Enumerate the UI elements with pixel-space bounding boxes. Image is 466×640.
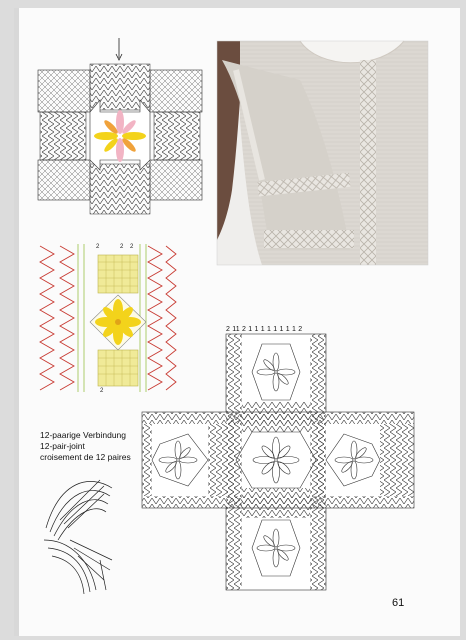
strip-label-4: 2 [100, 388, 104, 394]
linen-blouse-photo [217, 41, 428, 265]
joint-caption [40, 430, 131, 463]
caption-english: 12-pair-joint [40, 441, 85, 451]
strip-label-1: 2 [96, 244, 100, 250]
page-number: 61 [392, 597, 405, 609]
strip-label-2: 2 [120, 244, 124, 250]
caption-german: 12-paarige Verbindung [40, 430, 127, 440]
diagram-pair-count-labels: 2 11 2 1 1 1 1 1 1 1 1 2 [226, 326, 303, 333]
strip-label-3: 2 [130, 244, 134, 250]
caption-french: croisement de 12 paires [40, 452, 131, 462]
